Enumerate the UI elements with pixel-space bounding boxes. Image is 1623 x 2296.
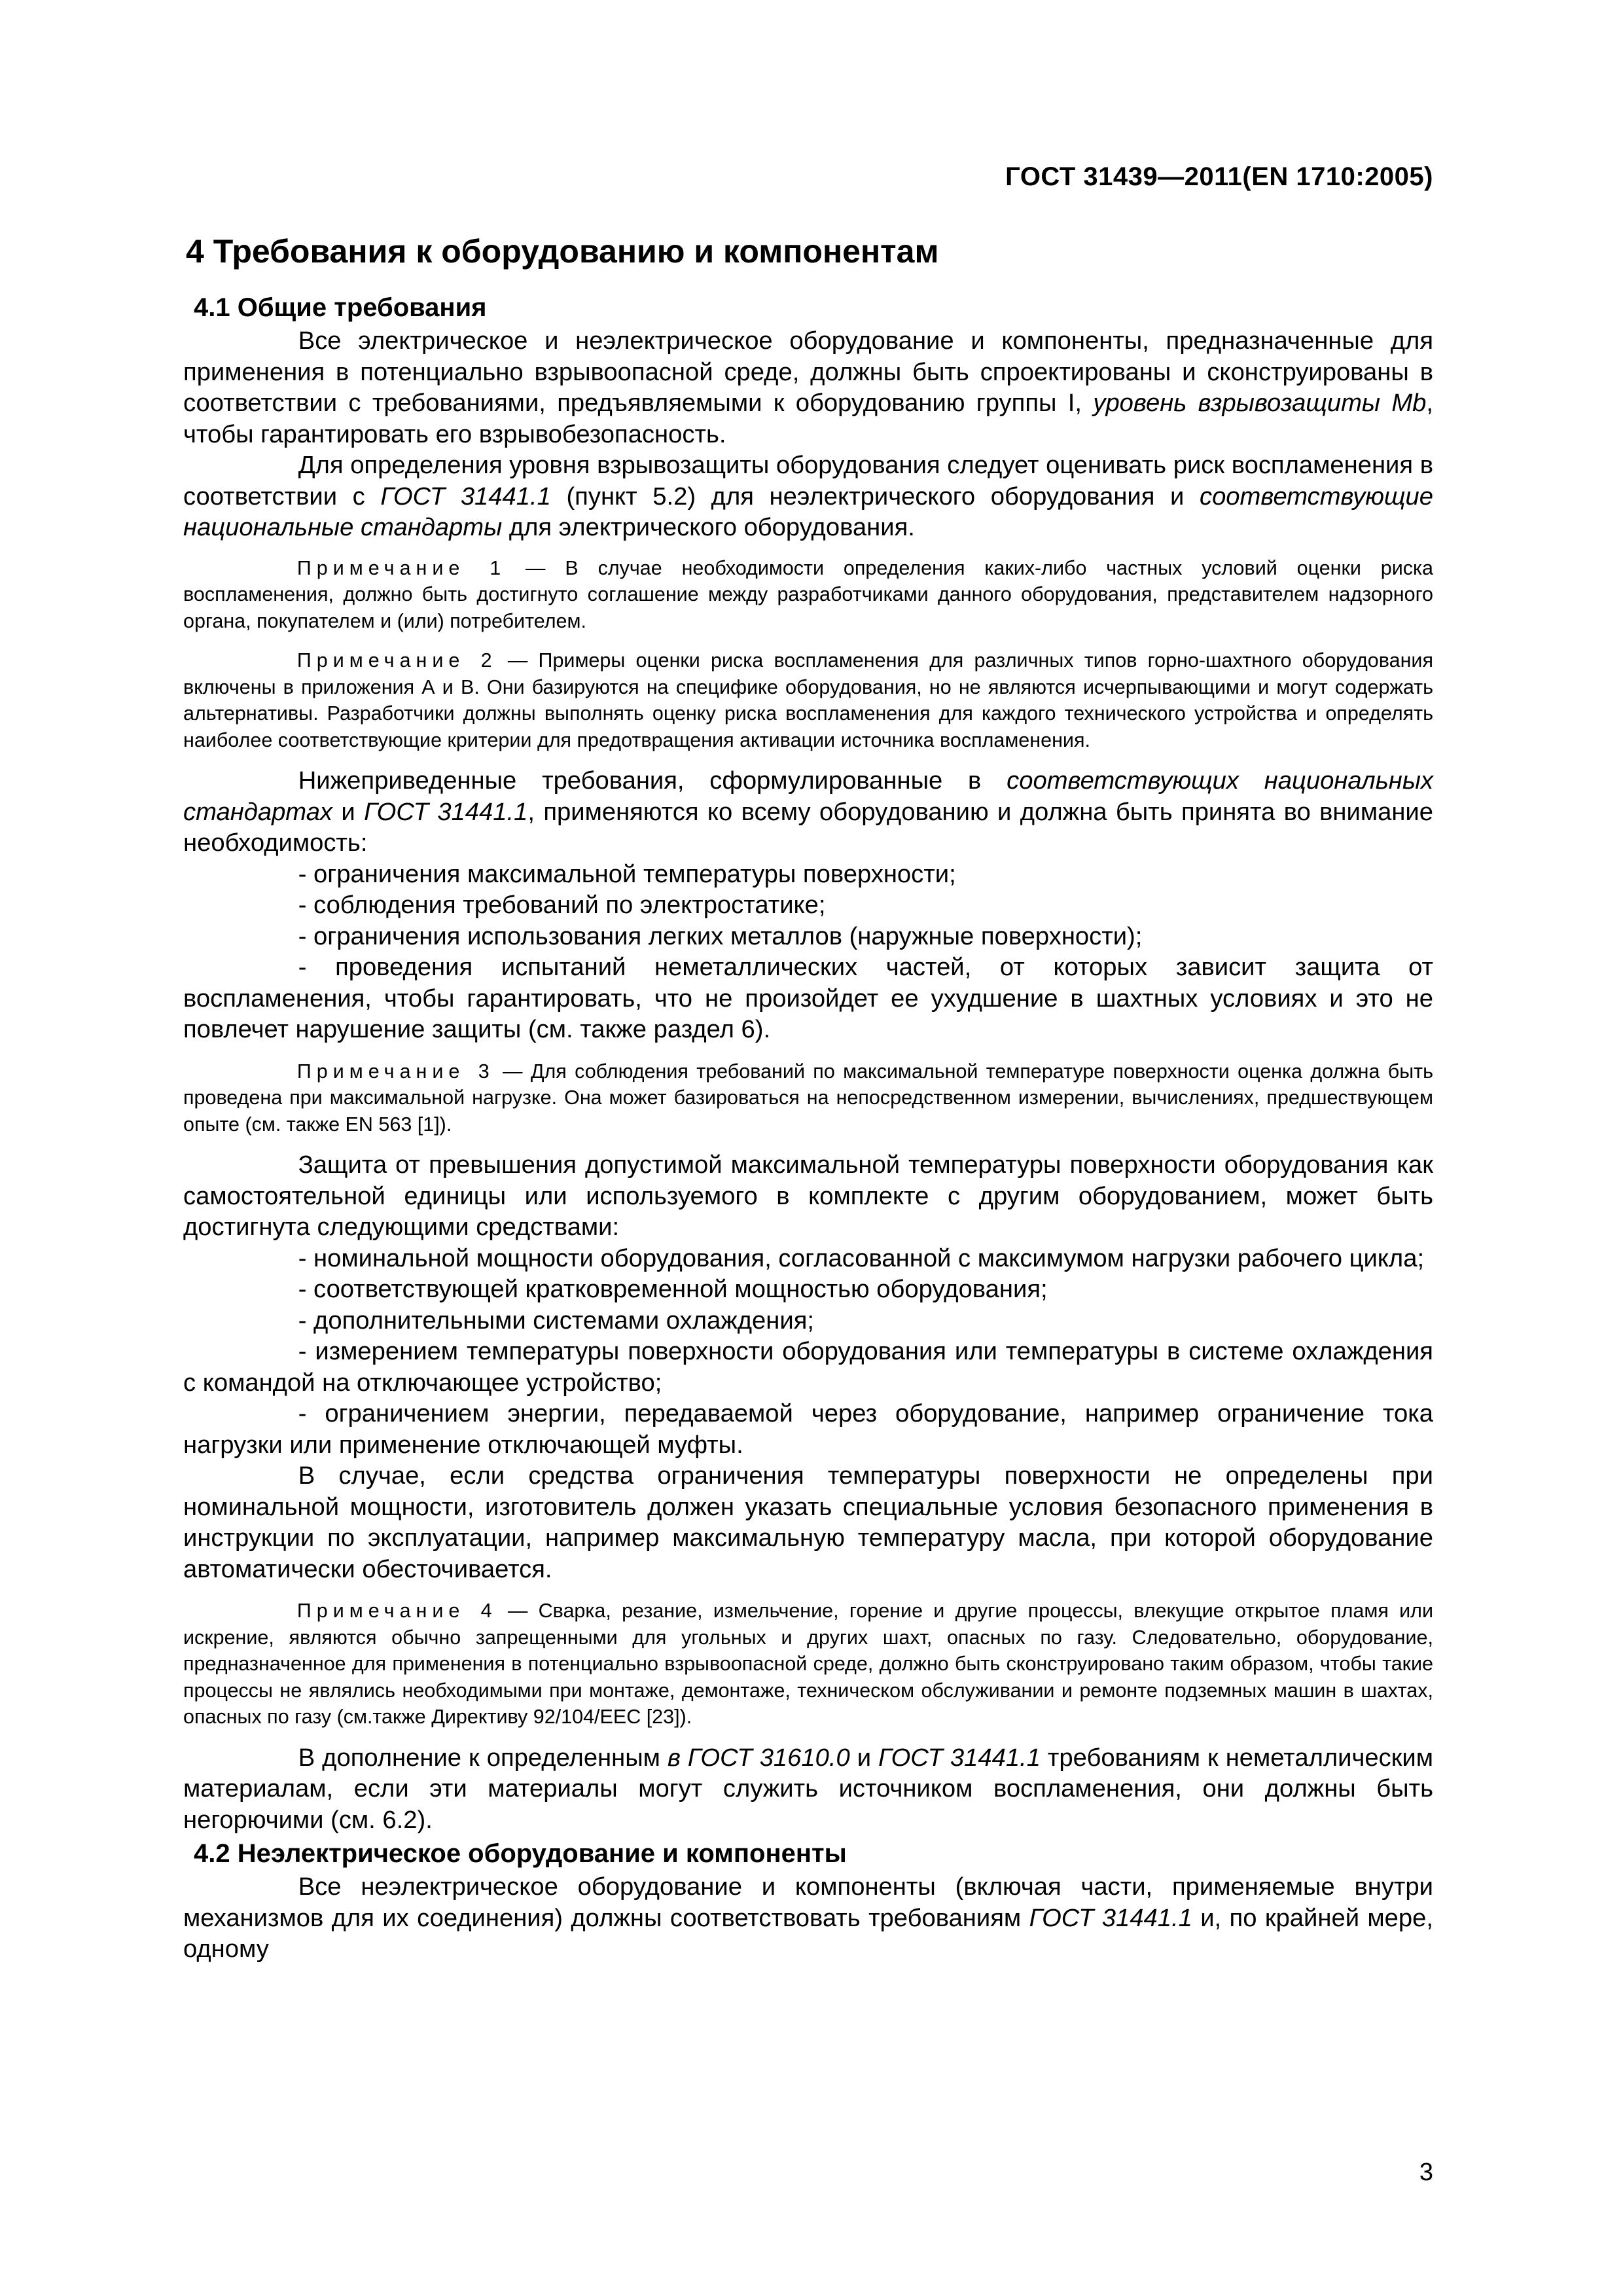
note-4-text: — Сварка, резание, измельчение, горение и другие процессы, влекущие открытое пламя или искрение, являются обычно запрещенными для угольных и других шахт, опасных по газу. Следовательно, оборудование, предназначенное для применения в потенциально взрывоопасной среде, должно быть сконструировано таким образом, чтобы такие процессы не являлись необходимыми при монтаже, демонтаже, техническом обслуживании и ремонте подземных машин в шахтах, опасных по газу (см.также Директиву 92/104/ЕЕС [23]).	[183, 1600, 1433, 1728]
list1-item-3: - проведения испытаний неметаллических частей, от которых зависит защита от воспламенения, чтобы гарантировать, что не произойдет ее ухудшение в шахтных условиях и это не повлечет нарушение защиты (см. также раздел 6).	[183, 953, 1433, 1043]
paragraph-5: В случае, если средства ограничения температуры поверхности не определены при номинальной мощности, изготовитель должен указать специальные условия безопасного применения в инструкции по эксплуатации, например максимальную температуру масла, при которой оборудование автоматически обесточивается.	[183, 1462, 1433, 1583]
p7-run-0: Все неэлектрическое оборудование и компоненты (включая части, применяемые внутри механизмов для их соединения) должны соответствовать требованиям	[183, 1873, 1433, 1932]
p2-run-4: для электрического оборудования.	[502, 513, 915, 541]
p7-run-2: и, по крайней мере, одному	[183, 1903, 1433, 1963]
note-1	[183, 555, 1433, 635]
p6-run-4: требованиям к неметаллическим материалам, если эти материалы могут служить источником воспламенения, они должны быть негорючими (см. 6.2).	[183, 1743, 1433, 1834]
document-body	[183, 293, 1433, 1965]
p6-run-0: В дополнение к определенным	[298, 1743, 668, 1772]
document-header: ГОСТ 31439—2011(EN 1710:2005)	[1005, 162, 1433, 191]
note-2-lead: Примечание 2	[296, 649, 497, 672]
note-3-lead: Примечание 3	[296, 1060, 495, 1083]
p1-run-1: уровень взрывозащиты Mb	[1093, 389, 1427, 417]
note-3	[183, 1058, 1433, 1138]
note-4-lead: Примечание 4	[296, 1600, 497, 1622]
p2-run-0: Для определения уровня взрывозащиты оборудования следует оценивать риск воспламенения в соответствии с	[183, 451, 1433, 511]
list2-item-2: - дополнительными системами охлаждения;	[298, 1306, 814, 1335]
list1-item-0: - ограничения максимальной температуры поверхности;	[298, 859, 956, 888]
note-2-text: — Примеры оценки риска воспламенения для различных типов горно-шахтного оборудования включены в приложения А и В. Они базируются на специфике оборудования, но не являются исчерпывающими и могут содержать альтернативы. Разработчики должны выполнять оценку риска воспламенения для каждого технического устройства и определять наиболее соответствующие критерии для предотвращения активации источника воспламенения.	[183, 649, 1433, 751]
paragraph-2	[183, 450, 1433, 543]
note-1-lead: Примечание 1	[296, 556, 507, 579]
list1-item-2: - ограничения использования легких металлов (наружные поверхности);	[298, 922, 1143, 950]
p2-run-2: (пункт 5.2) для неэлектрического оборудования и	[550, 482, 1200, 511]
list2-item-4: - ограничением энергии, передаваемой через оборудование, например ограничение тока нагрузки или применение отключающей муфты.	[183, 1399, 1433, 1459]
p3-run-0: Нижеприведенные требования, сформулированные в	[298, 766, 1007, 795]
p1-run-0: Все электрическое и неэлектрическое оборудование и компоненты, предназначенные для применения в потенциально взрывоопасной среде, должны быть спроектированы и сконструированы в соответствии с требованиями, предъявляемыми к оборудованию группы I,	[183, 327, 1433, 417]
note-4	[183, 1598, 1433, 1731]
note-1-text: — В случае необходимости определения каких-либо частных условий оценки риска воспламенения, должно быть достигнуто соглашение между разработчиками данного оборудования, представителем надзорного органа, покупателем и (или) потребителем.	[183, 556, 1433, 632]
p1-run-2: , чтобы гарантировать его взрывобезопасность.	[183, 389, 1433, 448]
note-2	[183, 647, 1433, 753]
p2-run-1: ГОСТ 31441.1	[380, 482, 551, 511]
page-number: 3	[1419, 2159, 1433, 2186]
list1-item-1: - соблюдения требований по электростатике;	[298, 891, 826, 919]
p2-run-3: соответствующие национальные стандарты	[183, 482, 1433, 541]
list2-item-0: - номинальной мощности оборудования, согласованной с максимумом нагрузки рабочего цикла;	[298, 1244, 1425, 1272]
list2-item-3: - измерением температуры поверхности оборудования или температуры в системе охлаждения с командой на отключающее устройство;	[183, 1337, 1433, 1397]
list-1	[183, 859, 1433, 1045]
paragraph-1	[183, 325, 1433, 450]
section-title: 4 Требования к оборудованию и компонентам	[186, 233, 939, 270]
paragraph-4: Защита от превышения допустимой максимальной температуры поверхности оборудования как самостоятельной единицы или используемого в комплекте с другим оборудованием, может быть достигнута следующими средствами:	[183, 1151, 1433, 1241]
paragraph-6	[183, 1742, 1433, 1836]
p3-run-1: соответствующих национальных стандартах	[183, 766, 1434, 826]
p3-run-3: ГОСТ 31441.1	[364, 797, 528, 826]
paragraph-7	[183, 1871, 1433, 1965]
subsection-title-4-2: 4.2 Неэлектрическое оборудование и компоненты	[194, 1839, 847, 1868]
list2-item-1: - соответствующей кратковременной мощностью оборудования;	[298, 1275, 1048, 1303]
note-3-text: — Для соблюдения требований по максимальной температуре поверхности оценка должна быть проведена при максимальной нагрузке. Она может базироваться на непосредственном измерении, вычислениях, предшествующем опыте (см. также EN 563 [1]).	[183, 1060, 1433, 1136]
p3-run-2: и	[332, 797, 365, 826]
p6-run-2: и	[849, 1743, 879, 1772]
p7-run-1: ГОСТ 31441.1	[1029, 1903, 1192, 1932]
list-2	[183, 1243, 1433, 1461]
p6-run-1: в ГОСТ 31610.0	[667, 1743, 850, 1772]
subsection-title-4-1: 4.1 Общие требования	[194, 293, 487, 322]
paragraph-3	[183, 765, 1433, 859]
p3-run-4: , применяются ко всему оборудованию и должна быть принята во внимание необходимость:	[183, 797, 1433, 857]
p6-run-3: ГОСТ 31441.1	[878, 1743, 1041, 1772]
